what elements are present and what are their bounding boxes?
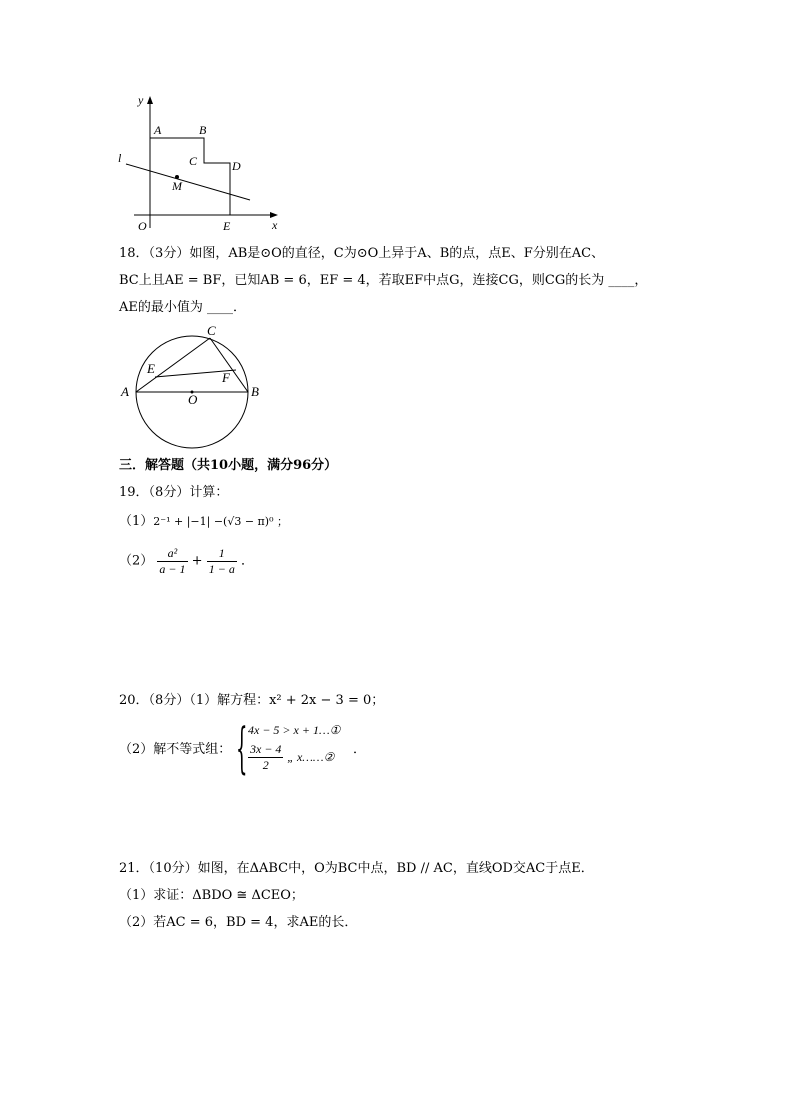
q19-part1	[119, 513, 288, 531]
inequality-2-fraction	[248, 742, 283, 773]
label-l: l	[118, 151, 122, 165]
q19-part2-label: （2）	[119, 553, 154, 569]
inequality-2-den: 2	[262, 758, 269, 772]
fraction-2-num: 1	[207, 546, 237, 562]
q21-line2: （1）求证：ΔBDO ≅ ΔCEO；	[119, 888, 304, 903]
q20-line1: 20．（8分）（1）解方程：x² + 2x − 3 = 0；	[119, 693, 385, 708]
label-y: y	[138, 93, 144, 107]
q19-part1-expr: 2⁻¹ + |−1| −(√3 − π)⁰ ；	[153, 515, 288, 528]
fraction-1	[157, 546, 187, 577]
fraction-1-num: a²	[157, 546, 187, 562]
system-brace: {	[236, 717, 248, 781]
q19-head: 19．（8分）计算：	[119, 485, 229, 500]
label-a: A	[121, 384, 129, 399]
q21-line3: （2）若AC = 6，BD = 4，求AE的长．	[119, 915, 358, 930]
label-b: B	[251, 384, 259, 399]
q19-part1-label: （1）	[119, 514, 154, 529]
label-d: D	[232, 159, 241, 173]
q21-line1: 21．（10分）如图，在ΔABC中，O为BC中点，BD // AC，直线OD交AC于点E．	[119, 861, 594, 876]
inequality-1: 4x − 5 > x + 1…①	[248, 723, 341, 737]
q20-end: ．	[353, 742, 367, 757]
q18-line3: AE的最小值为 ____．	[119, 300, 247, 315]
q18-line1: 18．（3分）如图，AB是⊙O的直径，C为⊙O上异于A、B的点，点E、F分别在AC、	[119, 246, 605, 261]
staircase-shape	[150, 138, 230, 215]
label-a: A	[154, 123, 162, 137]
section-heading: 三．解答题（共10小题，满分96分）	[119, 458, 338, 473]
q18-line2: BC上且AE = BF，已知AB = 6，EF = 4，若取EF中点G，连接CG，则CG的长为 ____，	[119, 273, 648, 288]
fraction-2-den: 1 − a	[208, 562, 235, 576]
label-e: E	[147, 361, 155, 376]
inequality-2-num: 3x − 4	[250, 742, 282, 756]
label-x: x	[272, 218, 278, 232]
inequality-2-rest: „ x……②	[287, 750, 335, 764]
plus-sign: +	[191, 553, 203, 569]
label-b: B	[199, 123, 207, 137]
label-m: M	[172, 179, 182, 193]
label-c: C	[207, 323, 216, 338]
label-c: C	[189, 154, 198, 168]
label-e: E	[223, 219, 231, 233]
y-axis-arrow	[147, 96, 153, 104]
label-f: F	[222, 370, 230, 385]
circle-figure	[115, 322, 270, 450]
label-o: O	[138, 219, 147, 233]
inequality-2	[248, 742, 334, 773]
fraction-2	[207, 546, 237, 577]
q19-part2	[119, 546, 254, 586]
q19-part2-end: ．	[240, 553, 254, 569]
coordinate-figure	[110, 90, 290, 235]
fraction-1-den: a − 1	[159, 562, 186, 576]
label-o: O	[188, 392, 198, 407]
q20-part2-label: （2）解不等式组：	[119, 742, 232, 757]
